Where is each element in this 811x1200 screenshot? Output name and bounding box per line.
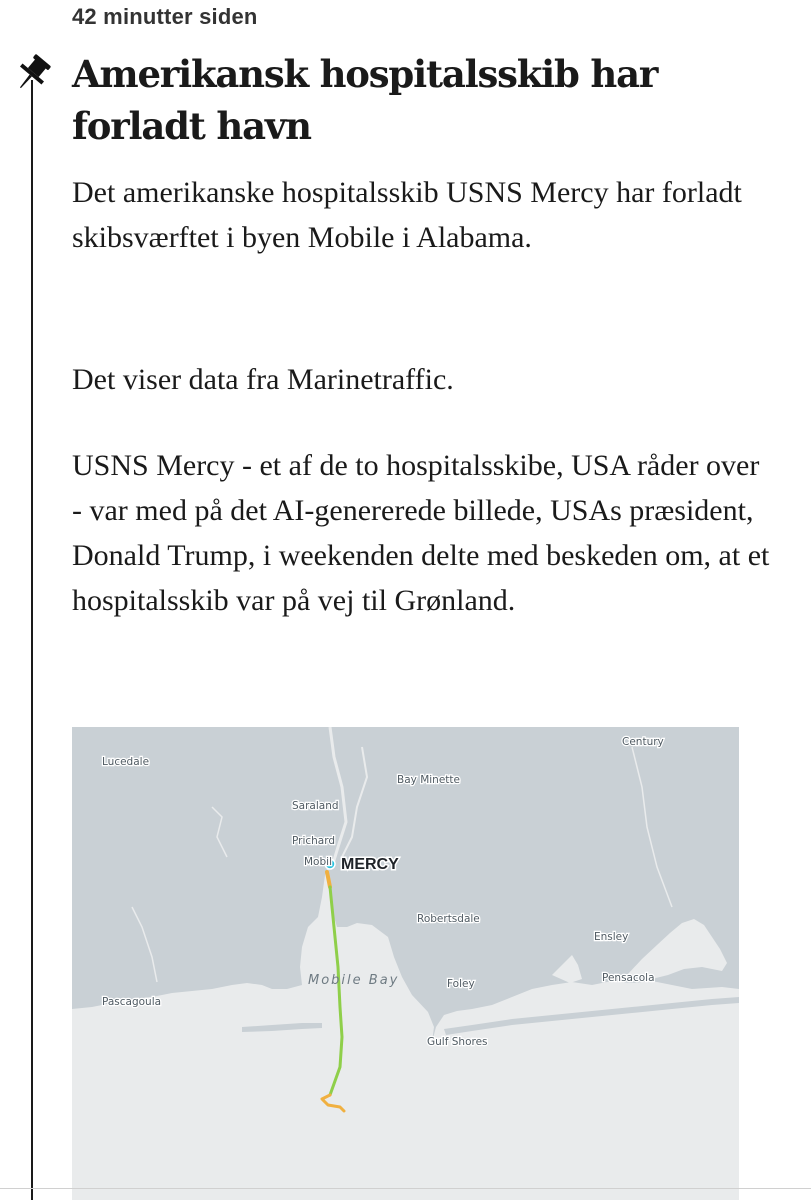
map-label-lucedale: Lucedale [102,756,150,768]
map-label-bay-minette: Bay Minette [397,774,460,786]
map-canvas [72,727,739,1200]
body-paragraph-2: Det viser data fra Marinetraffic. [72,363,454,396]
body-paragraph-3: USNS Mercy - et af de to hospitalsskibe, USA råder over - var med på det AI-genererede billede, USAs præsident, Donald Trump, i weekenden delte med beskeden om, at et hospitalsskib var på vej til Grønland. [72,449,770,617]
post-headline: Amerikansk hospitalsskib har forladt havn [72,52,658,148]
pin-icon [8,50,56,98]
vessel-track-map [72,727,739,1200]
map-label-ensley: Ensley [594,931,629,943]
bottom-divider [0,1188,811,1189]
map-label-robertsdale: Robertsdale [417,913,480,925]
map-label-century: Century [622,736,664,748]
map-label-pensacola: Pensacola [602,972,655,984]
map-label-foley: Foley [447,978,475,990]
vessel-label: MERCY [341,856,399,873]
map-label-pascagoula: Pascagoula [102,996,162,1008]
map-label-saraland: Saraland [292,800,339,812]
map-label-mobile: Mobil [304,856,332,868]
body-paragraph-1: Det amerikanske hospitalsskib USNS Mercy har forladt skibsværftet i byen Mobile i Alabama. [72,176,742,254]
timeline-line [31,80,33,1200]
post-timestamp: 42 minutter siden [72,4,258,29]
map-label-gulf-shores: Gulf Shores [427,1036,488,1048]
map-label-mobile-bay: Mobile Bay [308,973,400,988]
map-label-prichard: Prichard [292,835,336,847]
